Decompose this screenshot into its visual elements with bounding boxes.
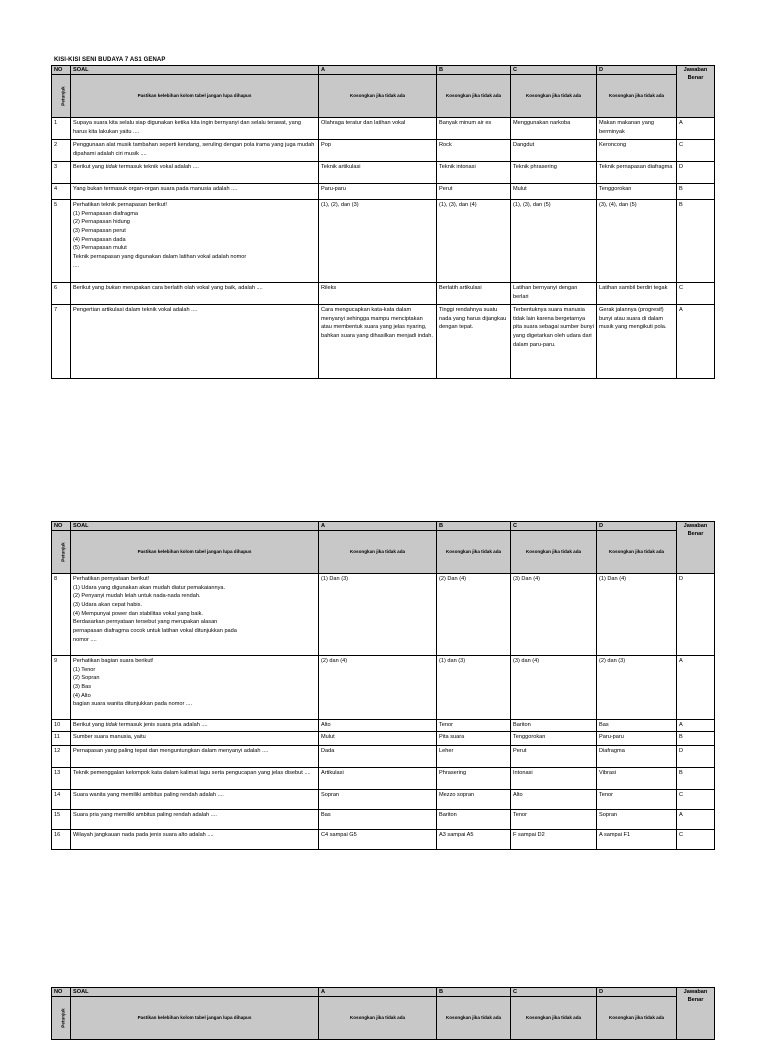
soal-hint: Pastikan kelebihan kolom tabel jangan lupa dihapus xyxy=(71,997,319,1040)
petunjuk-label: Petunjuk xyxy=(60,542,66,562)
table-row xyxy=(52,305,715,379)
header-d: D xyxy=(597,522,677,531)
option-d: Paru-paru xyxy=(597,732,677,746)
option-a: Teknik artikulasi xyxy=(319,162,437,184)
table-header-row xyxy=(52,522,715,531)
question-number: 14 xyxy=(52,790,71,810)
answer-key: C xyxy=(677,140,715,162)
question-number: 4 xyxy=(52,184,71,200)
question-text: Wilayah jangkauan nada pada jenis suara alto adalah .... xyxy=(71,830,319,850)
soal-hint: Pastikan kelebihan kolom tabel jangan lupa dihapus xyxy=(71,75,319,118)
option-b: Banyak minum air es xyxy=(437,118,511,140)
option-b: Mezzo sopran xyxy=(437,790,511,810)
table-row xyxy=(52,830,715,850)
header-c: C xyxy=(511,66,597,75)
option-a: Dada xyxy=(319,746,437,768)
header-b: B xyxy=(437,522,511,531)
answer-key: C xyxy=(677,830,715,850)
option-a: Alto xyxy=(319,720,437,732)
option-a: Mulut xyxy=(319,732,437,746)
hint-row xyxy=(52,531,715,574)
question-number: 6 xyxy=(52,283,71,305)
option-a-hint: Kosongkan jika tidak ada xyxy=(319,997,437,1040)
option-b-hint: Kosongkan jika tidak ada xyxy=(437,75,511,118)
question-table-3 xyxy=(51,987,715,1040)
answer-key: A xyxy=(677,656,715,720)
question-text: Pengertian artikulasi dalam teknik vokal adalah .... xyxy=(71,305,319,379)
option-d: Latihan sambil berdiri tegak xyxy=(597,283,677,305)
option-d: Keroncong xyxy=(597,140,677,162)
option-a-hint: Kosongkan jika tidak ada xyxy=(319,75,437,118)
option-d: (3), (4), dan (5) xyxy=(597,200,677,283)
option-b: Phrasering xyxy=(437,768,511,790)
option-d: Gerak jalannya (progresif) bunyi atau suara di dalam musik yang mengikuti pola. xyxy=(597,305,677,379)
option-b: Tinggi rendahnya suatu nada yang harus dijangkau dengan tepat. xyxy=(437,305,511,379)
option-a: Paru-paru xyxy=(319,184,437,200)
question-number: 13 xyxy=(52,768,71,790)
answer-key: A xyxy=(677,305,715,379)
option-c: (3) Dan (4) xyxy=(511,574,597,656)
header-d: D xyxy=(597,66,677,75)
option-d: Teknik pernapasan diafragma xyxy=(597,162,677,184)
option-d: Diafragma xyxy=(597,746,677,768)
table-row xyxy=(52,140,715,162)
option-d: Sopran xyxy=(597,810,677,830)
option-c: Tenggorokan xyxy=(511,732,597,746)
question-text: Berikut yang tidak termasuk jenis suara pria adalah .... xyxy=(71,720,319,732)
question-number: 15 xyxy=(52,810,71,830)
petunjuk-label: Petunjuk xyxy=(60,86,66,106)
question-number: 16 xyxy=(52,830,71,850)
option-c: Menggunakan narkoba xyxy=(511,118,597,140)
option-c-hint: Kosongkan jika tidak ada xyxy=(511,997,597,1040)
option-b: (2) Dan (4) xyxy=(437,574,511,656)
table-row xyxy=(52,283,715,305)
header-no: NO xyxy=(52,522,71,531)
option-b: Rock xyxy=(437,140,511,162)
option-d: Tenor xyxy=(597,790,677,810)
option-c-hint: Kosongkan jika tidak ada xyxy=(511,75,597,118)
answer-key: A xyxy=(677,810,715,830)
table-row xyxy=(52,810,715,830)
question-text: Teknik pemenggalan kelompok kata dalam kalimat lagu serta pengucapan yang jelas disebut .... xyxy=(71,768,319,790)
header-d: D xyxy=(597,988,677,997)
petunjuk-label: Petunjuk xyxy=(60,1008,66,1028)
question-text: Supaya suara kita selalu siap digunakan ketika kita ingin bernyanyi dan selalu terawat, yang harus kita lakukan yaitu .... xyxy=(71,118,319,140)
answer-key: A xyxy=(677,118,715,140)
answer-key: B xyxy=(677,732,715,746)
option-c-hint: Kosongkan jika tidak ada xyxy=(511,531,597,574)
option-b: A3 sampai A5 xyxy=(437,830,511,850)
petunjuk-cell xyxy=(52,531,71,574)
header-jawaban-benar: Jawaban Benar xyxy=(677,988,715,1040)
table-row xyxy=(52,162,715,184)
header-jawaban-benar: Jawaban Benar xyxy=(677,66,715,118)
answer-key: C xyxy=(677,790,715,810)
header-no: NO xyxy=(52,66,71,75)
question-number: 12 xyxy=(52,746,71,768)
option-c: Alto xyxy=(511,790,597,810)
question-text: Sumber suara manusia, yaitu xyxy=(71,732,319,746)
option-a: Cara mengucapkan kata-kata dalam menyanyi sehingga mampu menciptakan atau membentuk suara yang jelas nyaring, bahkan suara yang dihasilkan menjadi indah. xyxy=(319,305,437,379)
header-c: C xyxy=(511,522,597,531)
option-a: C4 sampai G5 xyxy=(319,830,437,850)
question-text: Yang bukan termasuk organ-organ suara pada manusia adalah .... xyxy=(71,184,319,200)
table-row xyxy=(52,200,715,283)
table-row xyxy=(52,184,715,200)
option-d: Makan makanan yang berminyak xyxy=(597,118,677,140)
option-c: (3) dan (4) xyxy=(511,656,597,720)
table-row xyxy=(52,746,715,768)
option-c: Bariton xyxy=(511,720,597,732)
question-text: Suara pria yang memiliki ambitus paling rendah adalah .... xyxy=(71,810,319,830)
option-d-hint: Kosongkan jika tidak ada xyxy=(597,531,677,574)
question-text: Berikut yang bukan merupakan cara berlatih olah vokal yang baik, adalah .... xyxy=(71,283,319,305)
header-b: B xyxy=(437,66,511,75)
table-row xyxy=(52,118,715,140)
option-b: Teknik intonasi xyxy=(437,162,511,184)
option-a: Pop xyxy=(319,140,437,162)
table-row xyxy=(52,768,715,790)
question-text: Berikut yang tidak termasuk teknik vokal adalah .... xyxy=(71,162,319,184)
option-b: Leher xyxy=(437,746,511,768)
answer-key: D xyxy=(677,574,715,656)
option-c: Dangdut xyxy=(511,140,597,162)
answer-key: C xyxy=(677,283,715,305)
table-row xyxy=(52,732,715,746)
answer-key: D xyxy=(677,162,715,184)
option-b: (1) dan (3) xyxy=(437,656,511,720)
petunjuk-cell xyxy=(52,75,71,118)
question-text: Perhatikan teknik pernapasan berikut! (1) Pernapasan diafragma (2) Pernapasan hidung (3) Pernapasan perut (4) Pernapasan dada (5) Pernapasan mulut Teknik pernapasan yang digunakan dalam latihan vokal adalah nomor .... xyxy=(71,200,319,283)
question-table-1 xyxy=(51,65,715,379)
option-c: Intonasi xyxy=(511,768,597,790)
petunjuk-cell xyxy=(52,997,71,1040)
header-jawaban-benar: Jawaban Benar xyxy=(677,522,715,574)
option-a-hint: Kosongkan jika tidak ada xyxy=(319,531,437,574)
question-number: 2 xyxy=(52,140,71,162)
option-a: Sopran xyxy=(319,790,437,810)
hint-row xyxy=(52,997,715,1040)
table-row xyxy=(52,656,715,720)
question-text: Pernapasan yang paling tepat dan menguntungkan dalam menyanyi adalah .... xyxy=(71,746,319,768)
header-c: C xyxy=(511,988,597,997)
header-a: A xyxy=(319,66,437,75)
option-c: Tenor xyxy=(511,810,597,830)
option-c: Perut xyxy=(511,746,597,768)
option-a: Bas xyxy=(319,810,437,830)
option-d: A sampai F1 xyxy=(597,830,677,850)
option-b-hint: Kosongkan jika tidak ada xyxy=(437,531,511,574)
question-number: 3 xyxy=(52,162,71,184)
option-b: (1), (3), dan (4) xyxy=(437,200,511,283)
option-c: (1), (3), dan (5) xyxy=(511,200,597,283)
option-d: Tenggorokan xyxy=(597,184,677,200)
option-d: (1) Dan (4) xyxy=(597,574,677,656)
table-row xyxy=(52,790,715,810)
option-a: (1), (2), dan (3) xyxy=(319,200,437,283)
option-a: (1) Dan (3) xyxy=(319,574,437,656)
answer-key: B xyxy=(677,184,715,200)
option-a: Olahraga teratur dan latihan vokal xyxy=(319,118,437,140)
question-number: 10 xyxy=(52,720,71,732)
header-a: A xyxy=(319,522,437,531)
question-number: 7 xyxy=(52,305,71,379)
option-a: Rileks xyxy=(319,283,437,305)
header-soal: SOAL xyxy=(71,522,319,531)
option-b: Bariton xyxy=(437,810,511,830)
option-d: (2) dan (3) xyxy=(597,656,677,720)
answer-key: D xyxy=(677,746,715,768)
question-number: 1 xyxy=(52,118,71,140)
option-c: Mulut xyxy=(511,184,597,200)
question-number: 5 xyxy=(52,200,71,283)
option-d-hint: Kosongkan jika tidak ada xyxy=(597,997,677,1040)
option-b-hint: Kosongkan jika tidak ada xyxy=(437,997,511,1040)
option-b: Perut xyxy=(437,184,511,200)
question-text: Penggunaan alat musik tambahan seperti kendang, seruling dengan pola irama yang juga mudah dipahami adalah ciri musik .... xyxy=(71,140,319,162)
hint-row xyxy=(52,75,715,118)
table-header-row xyxy=(52,988,715,997)
question-text: Suara wanita yang memiliki ambitus paling rendah adalah .... xyxy=(71,790,319,810)
option-d: Vibrasi xyxy=(597,768,677,790)
option-c: Terbentuknya suara manusia tidak lain karena bergetarnya pita suara sebagai sumber bunyi yang digetarkan oleh udara dari dalam paru-paru. xyxy=(511,305,597,379)
answer-key: B xyxy=(677,768,715,790)
header-soal: SOAL xyxy=(71,66,319,75)
option-d-hint: Kosongkan jika tidak ada xyxy=(597,75,677,118)
option-d: Bas xyxy=(597,720,677,732)
option-c: Teknik phrasering xyxy=(511,162,597,184)
option-c: F sampai D2 xyxy=(511,830,597,850)
answer-key: B xyxy=(677,200,715,283)
option-a: Artikulasi xyxy=(319,768,437,790)
table-row xyxy=(52,574,715,656)
question-number: 8 xyxy=(52,574,71,656)
header-soal: SOAL xyxy=(71,988,319,997)
question-text: Perhatikan pernyataan berikut! (1) Udara yang digunakan akan mudah diatur pemakaiannya. (2) Penyanyi mudah lelah untuk nada-nada rendah. (3) Udara akan cepat habis. (4) Mempunyai power dan stabilitas vokal yang baik. Berdasarkan pernyataan tersebut yang merupakan alasan pernapasan diafragma cocok untuk latihan vokal ditunjukkan pada nomor .... xyxy=(71,574,319,656)
table-header-row xyxy=(52,66,715,75)
option-b: Tenor xyxy=(437,720,511,732)
header-a: A xyxy=(319,988,437,997)
document-title: KISI-KISI SENI BUDAYA 7 AS1 GENAP xyxy=(54,57,166,63)
question-text: Perhatikan bagian suara berikut! (1) Tenor (2) Sopran (3) Bas (4) Alto bagian suara wanita ditunjukkan pada nomor .... xyxy=(71,656,319,720)
soal-hint: Pastikan kelebihan kolom tabel jangan lupa dihapus xyxy=(71,531,319,574)
header-b: B xyxy=(437,988,511,997)
header-no: NO xyxy=(52,988,71,997)
option-b: Berlatih artikulasi xyxy=(437,283,511,305)
question-table-2 xyxy=(51,521,715,850)
question-number: 11 xyxy=(52,732,71,746)
table-row xyxy=(52,720,715,732)
option-c: Latihan bernyanyi dengan berlari xyxy=(511,283,597,305)
option-b: Pita suara xyxy=(437,732,511,746)
option-a: (2) dan (4) xyxy=(319,656,437,720)
question-number: 9 xyxy=(52,656,71,720)
answer-key: A xyxy=(677,720,715,732)
